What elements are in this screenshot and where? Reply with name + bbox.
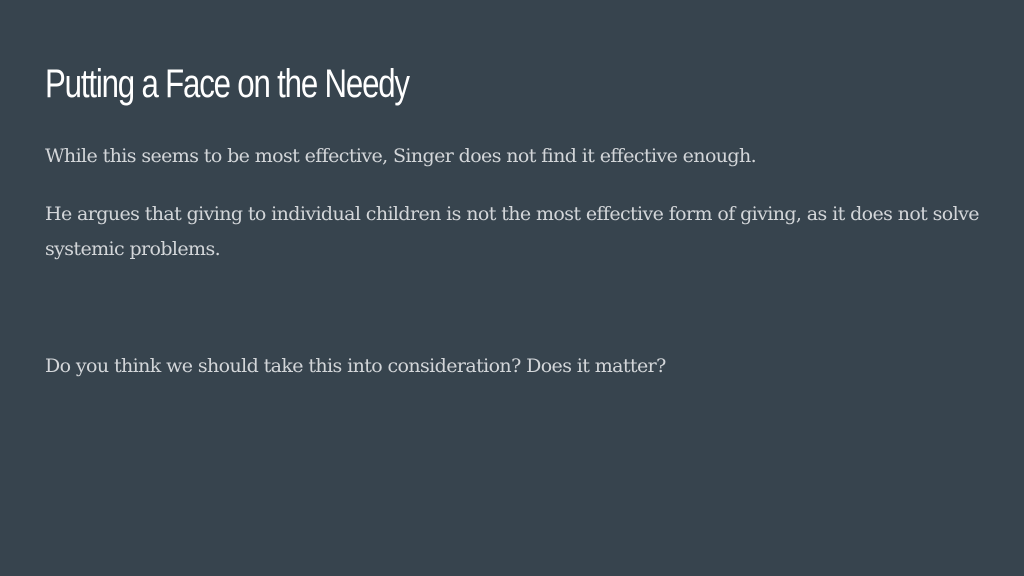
paragraph-systemic-problems: He argues that giving to individual children is not the most effective form of giving, as it does not solve systemic problems. [45,203,979,260]
paragraph-effectiveness: While this seems to be most effective, Singer does not find it effective enough. [45,145,757,167]
slide-title: Putting a Face on the Needy [45,62,409,106]
paragraph-question: Do you think we should take this into consideration? Does it matter? [45,355,666,377]
